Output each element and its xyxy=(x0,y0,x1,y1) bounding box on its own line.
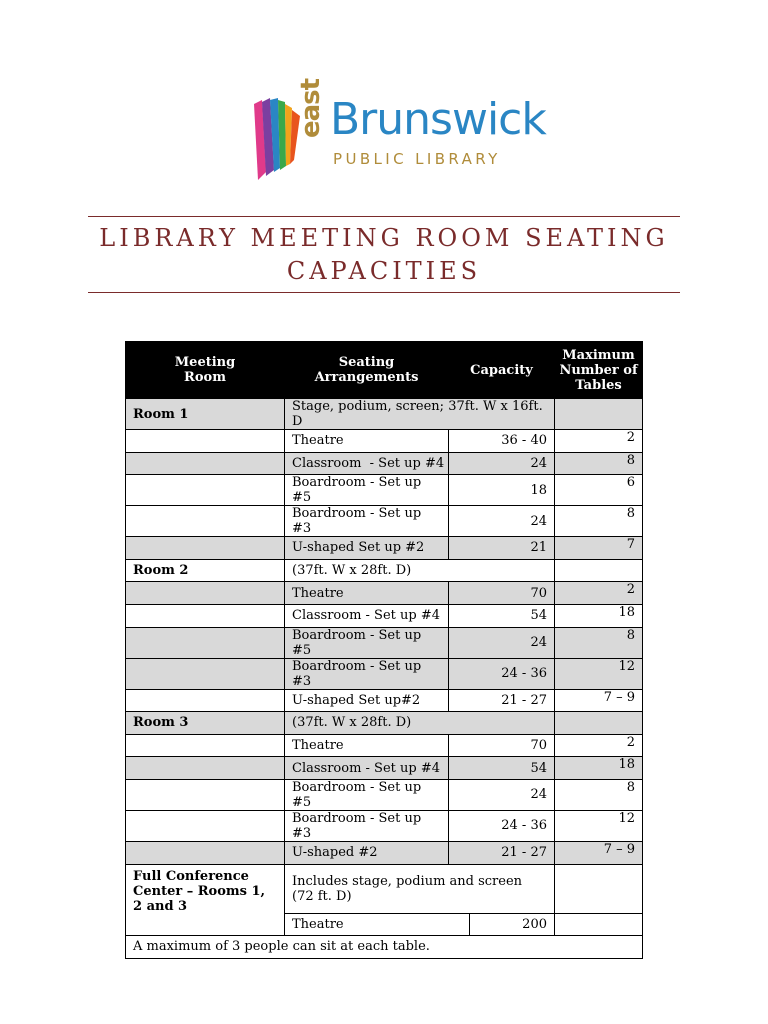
seating-capacity-table xyxy=(125,341,643,959)
arrangement-cell: U-shaped #2 xyxy=(285,841,449,864)
arrangement-cell: Boardroom - Set up #3 xyxy=(285,506,449,537)
arrangement-cell: U-shaped Set up#2 xyxy=(285,689,449,712)
arrangement-cell: Boardroom - Set up #3 xyxy=(285,658,449,689)
tables-cell: 2 xyxy=(555,582,643,605)
capacity-cell: 24 - 36 xyxy=(449,810,555,841)
empty-cell xyxy=(126,779,285,810)
empty-cell xyxy=(126,537,285,560)
header-capacity: Capacity xyxy=(449,342,555,399)
tables-cell: 2 xyxy=(555,734,643,757)
table-row xyxy=(126,537,643,560)
table-row xyxy=(126,627,643,658)
room-name: Full Conference Center – Rooms 1, 2 and 3 xyxy=(126,864,285,936)
empty-cell xyxy=(555,712,643,735)
tables-cell: 12 xyxy=(555,810,643,841)
empty-cell xyxy=(126,841,285,864)
table-row xyxy=(126,712,643,735)
table-row xyxy=(126,604,643,627)
conference-subtable xyxy=(285,914,554,935)
tables-cell: 2 xyxy=(555,430,643,453)
capacity-cell: 200 xyxy=(522,916,547,932)
room-description: Includes stage, podium and screen (72 ft. D) xyxy=(285,864,555,913)
empty-cell xyxy=(126,810,285,841)
empty-cell xyxy=(126,689,285,712)
table-row xyxy=(126,430,643,453)
table-row xyxy=(126,452,643,475)
empty-cell xyxy=(126,452,285,475)
tables-cell: 6 xyxy=(555,475,643,506)
room-description: Stage, podium, screen; 37ft. W x 16ft. D xyxy=(285,399,555,430)
title-bottom-rule xyxy=(88,292,680,293)
empty-cell xyxy=(126,430,285,453)
empty-cell xyxy=(126,604,285,627)
capacity-cell: 54 xyxy=(449,604,555,627)
tables-cell: 18 xyxy=(555,604,643,627)
empty-cell xyxy=(126,627,285,658)
empty-cell xyxy=(126,757,285,780)
arrangement-cell: Classroom - Set up #4 xyxy=(285,757,449,780)
capacity-cell: 24 xyxy=(449,452,555,475)
capacity-cell: 21 - 27 xyxy=(449,689,555,712)
title-top-rule xyxy=(88,216,680,217)
tables-cell: 7 – 9 xyxy=(555,689,643,712)
capacity-cell: 70 xyxy=(449,582,555,605)
logo-subtitle: PUBLIC LIBRARY xyxy=(333,150,501,168)
capacity-cell: 70 xyxy=(449,734,555,757)
arrangement-cell: Boardroom - Set up #3 xyxy=(285,810,449,841)
empty-cell xyxy=(126,506,285,537)
tables-cell: 8 xyxy=(555,452,643,475)
capacity-cell: 24 xyxy=(449,627,555,658)
empty-cell xyxy=(555,559,643,582)
room-name: Room 1 xyxy=(126,399,285,430)
empty-cell xyxy=(126,582,285,605)
table-header-row xyxy=(126,342,643,399)
table-row xyxy=(126,734,643,757)
tables-cell: 8 xyxy=(555,627,643,658)
tables-cell: 7 xyxy=(555,537,643,560)
capacity-cell: 21 xyxy=(449,537,555,560)
room-name: Room 3 xyxy=(126,712,285,735)
tables-cell: 7 – 9 xyxy=(555,841,643,864)
capacity-cell: 36 - 40 xyxy=(449,430,555,453)
capacity-cell: 24 xyxy=(449,506,555,537)
table-row xyxy=(126,658,643,689)
room-name: Room 2 xyxy=(126,559,285,582)
room-description: (37ft. W x 28ft. D) xyxy=(285,712,555,735)
arrangement-cell: Theatre xyxy=(285,582,449,605)
capacity-cell: 21 - 27 xyxy=(449,841,555,864)
empty-cell xyxy=(126,658,285,689)
header-seating-arrangements: Seating Arrangements xyxy=(285,342,449,399)
table-row xyxy=(126,475,643,506)
tables-cell: 18 xyxy=(555,757,643,780)
empty-cell xyxy=(555,913,643,936)
table-row xyxy=(126,506,643,537)
tables-cell: 8 xyxy=(555,779,643,810)
table-row xyxy=(126,779,643,810)
arrangement-cell: Boardroom - Set up #5 xyxy=(285,779,449,810)
arrangement-cell: Classroom - Set up #4 xyxy=(285,604,449,627)
capacity-cell: 18 xyxy=(449,475,555,506)
arrangement-cell: Boardroom - Set up #5 xyxy=(285,627,449,658)
tables-cell: 8 xyxy=(555,506,643,537)
capacity-cell: 24 xyxy=(449,779,555,810)
table-row xyxy=(126,757,643,780)
empty-cell xyxy=(555,399,643,430)
table-row xyxy=(126,841,643,864)
table-row xyxy=(126,864,643,913)
table-row xyxy=(126,810,643,841)
table-row xyxy=(126,559,643,582)
arrangement-cell: Boardroom - Set up #5 xyxy=(285,475,449,506)
arrangement-cell: Theatre xyxy=(285,734,449,757)
tables-cell: 12 xyxy=(555,658,643,689)
conference-theatre-wrapper xyxy=(285,913,555,936)
header-max-tables: Maximum Number of Tables xyxy=(555,342,643,399)
page-title: LIBRARY MEETING ROOM SEATING CAPACITIES xyxy=(99,224,669,285)
table-row xyxy=(126,399,643,430)
arrangement-cell: U-shaped Set up #2 xyxy=(285,537,449,560)
arrangement-cell: Classroom - Set up #4 xyxy=(285,452,449,475)
logo-east-text: east xyxy=(296,78,326,138)
logo-brunswick-text: Brunswick xyxy=(330,94,546,145)
empty-cell xyxy=(555,864,643,913)
capacity-cell: 54 xyxy=(449,757,555,780)
room-description: (37ft. W x 28ft. D) xyxy=(285,559,555,582)
empty-cell xyxy=(126,475,285,506)
empty-cell xyxy=(126,734,285,757)
table-row xyxy=(126,582,643,605)
table-row xyxy=(126,936,643,959)
table-row xyxy=(285,914,554,935)
arrangement-cell: Theatre xyxy=(285,430,449,453)
table-footnote: A maximum of 3 people can sit at each table. xyxy=(126,936,643,959)
table-row xyxy=(126,689,643,712)
header-meeting-room: Meeting Room xyxy=(126,342,285,399)
capacity-cell: 24 - 36 xyxy=(449,658,555,689)
arrangement-cell: Theatre xyxy=(285,914,470,935)
